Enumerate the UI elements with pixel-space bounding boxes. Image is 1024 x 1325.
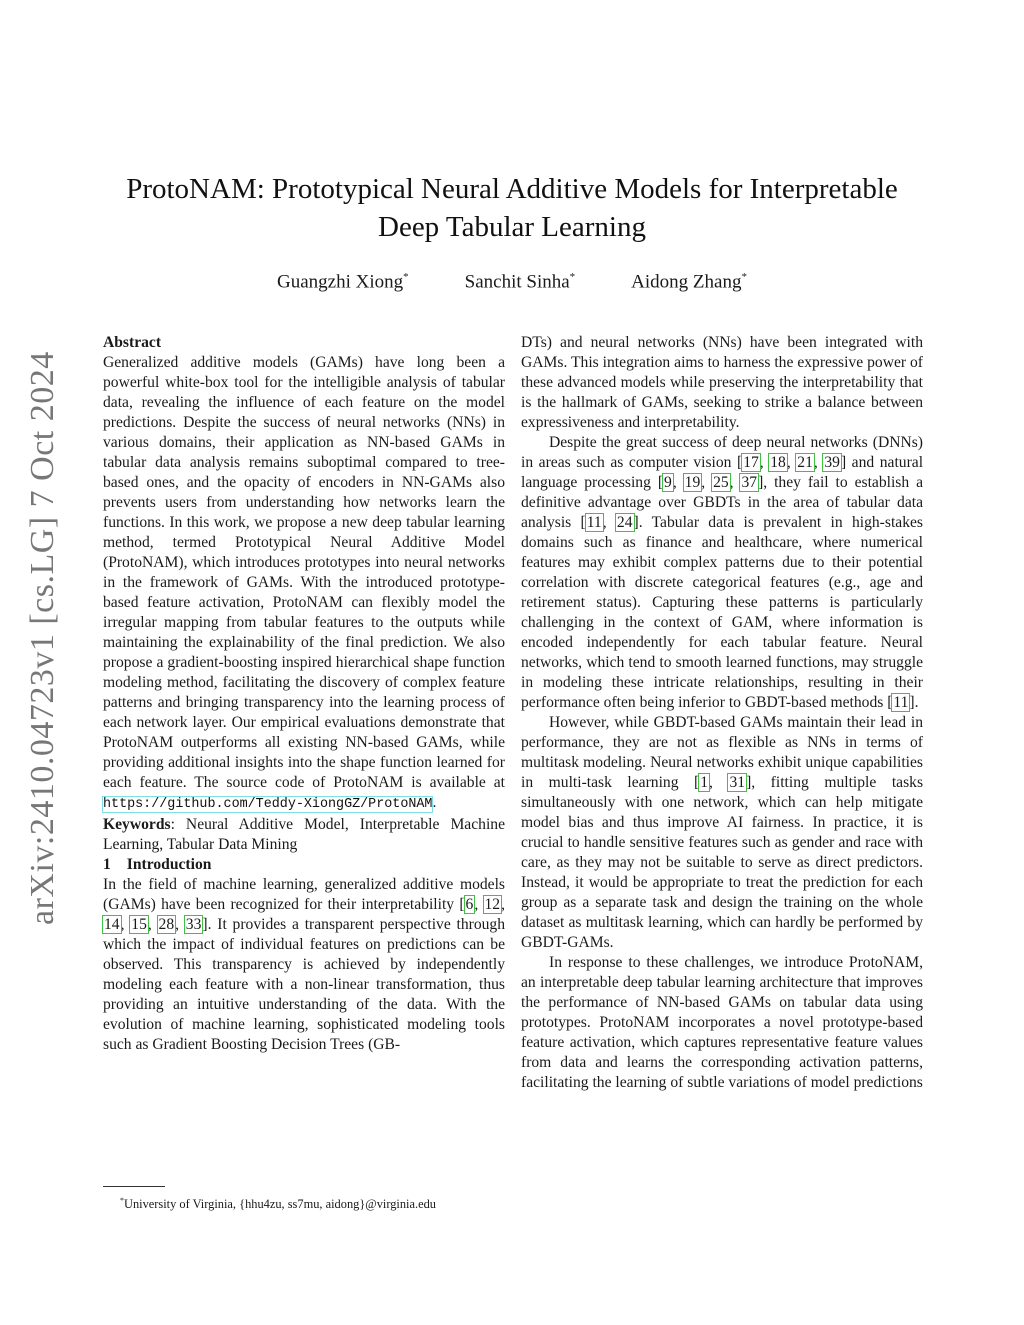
citation-link[interactable]: 25 xyxy=(713,474,729,491)
citation-link[interactable]: 11 xyxy=(586,514,602,531)
citation-link[interactable]: 39 xyxy=(824,454,840,471)
author: Guangzhi Xiong* xyxy=(277,271,409,293)
paper-title xyxy=(100,170,924,246)
citation-link[interactable]: 12 xyxy=(484,896,501,913)
arxiv-identifier: arXiv:2410.04723v1 [cs.LG] 7 Oct 2024 xyxy=(24,351,61,925)
author: Sanchit Sinha* xyxy=(464,271,576,293)
abstract-text: Generalized additive models (GAMs) have long been a powerful white-box tool for the intelligible analysis of tabular data, revealing the influence of each feature on the model predictions. Despite the success of neural networks (NNs) in various domains, their application as NN-based GAMs in tabular data analysis remains suboptimal compared to tree-based ones, and the opacity of encoders in NN-GAMs also prevents users from understanding how networks learn the functions. In this work, we propose a new deep tabular learning method, termed Prototypical Neural Additive Model (ProtoNAM), which introduces prototypes into neural networks in the framework of GAMs. With the introduced prototype-based feature activation, ProtoNAM can flexibly model the irregular mapping from tabular features to the outputs while maintaining the explainability of the final prediction. We also propose a gradient-boosting inspired hierarchical shape function modeling method, facilitating the discovery of complex feature patterns and bringing transparency into the learning process of each network layer. Our empirical evaluations demonstrate that ProtoNAM outperforms all existing NN-based GAMs, while providing additional insights into the shape function learned for each feature. The source code of ProtoNAM is available at https://github.com/Teddy-XiongGZ/ProtoNAM. xyxy=(103,354,505,812)
citation-link[interactable]: 14 xyxy=(104,916,120,933)
body-paragraph: Despite the great success of deep neural networks (DNNs) in areas such as computer vision [17, 18, 21, 39] and natural language processing [9, 19, 25, 37], they fail to establish a definitive advantage over GBDTs in the area of tabular data analysis [11, 24]. Tabular data is prevalent in high-stakes domains such as finance and healthcare, where numerical features may exhibit complex patterns due to their potential correlation with discrete categorical features (e.g., age and retirement status). Capturing these patterns is particularly challenging in the context of GAM, where information is encoded independently for each tabular feature. Neural networks, which tend to smooth learned functions, may struggle in modeling these intricate relationships, resulting in their performance often being inferior to GBDT-based methods [11]. xyxy=(521,434,924,711)
citation-link[interactable]: 33 xyxy=(185,916,202,933)
citation-link[interactable]: 24 xyxy=(616,514,633,531)
author: Aidong Zhang* xyxy=(631,271,747,293)
right-column xyxy=(521,333,923,1093)
abstract-heading: Abstract xyxy=(103,334,162,351)
citation-link[interactable]: 17 xyxy=(743,454,759,471)
citation-link[interactable]: 18 xyxy=(770,454,786,471)
keywords: Keywords: Neural Additive Model, Interpretable Machine Learning, Tabular Data Mining xyxy=(103,816,505,853)
citation-link[interactable]: 21 xyxy=(797,454,813,471)
citation-link[interactable]: 28 xyxy=(158,916,175,933)
body-paragraph: In response to these challenges, we introduce ProtoNAM, an interpretable deep tabular learning architecture that improves the performance of NN-based GAMs on tabular data using prototypes. ProtoNAM incorporates a novel prototype-based feature activation, which captures representative feature values from data and learns the corresponding activation patterns, facilitating the learning of subtle variations of model predictions xyxy=(521,954,923,1091)
left-column xyxy=(103,333,505,1055)
citation-link[interactable]: 31 xyxy=(729,774,746,791)
source-code-link[interactable]: https://github.com/Teddy-XiongGZ/ProtoNAM xyxy=(103,797,433,812)
title-line-2: Deep Tabular Learning xyxy=(378,211,646,243)
citation-link[interactable]: 11 xyxy=(893,694,909,711)
citation-link[interactable]: 37 xyxy=(741,474,758,491)
body-paragraph: DTs) and neural networks (NNs) have been integrated with GAMs. This integration aims to harness the expressive power of these advanced models while preserving the interpretability that is the hallmark of GAMs, seeking to strike a balance between expressiveness and interpretability. xyxy=(521,334,923,431)
citation-link[interactable]: 15 xyxy=(131,916,147,933)
footnote-rule xyxy=(103,1186,165,1187)
introduction-paragraph: In the field of machine learning, generalized additive models (GAMs) have been recognized for their interpretability [6, 12, 14, 15, 28, 33]. It provides a transparent perspective through which the impact of individual features on predictions can be observed. This transparency is achieved by independently modeling each feature with a non-linear transformation, thus providing an intuitive understanding of the data. With the evolution of machine learning, sophisticated modeling tools such as Gradient Boosting Decision Trees (GB- xyxy=(103,876,506,1053)
citation-link[interactable]: 19 xyxy=(684,474,701,491)
affiliation-footnote: *University of Virginia, {hhu4zu, ss7mu, aidong}@virginia.edu xyxy=(120,1196,436,1212)
citation-link[interactable]: 9 xyxy=(664,474,672,491)
section-heading-introduction: 1 Introduction xyxy=(103,856,212,873)
citation-link[interactable]: 6 xyxy=(465,896,474,913)
title-line-1: ProtoNAM: Prototypical Neural Additive Models for Interpretable xyxy=(126,173,898,205)
citation-link[interactable]: 1 xyxy=(700,774,709,791)
body-paragraph: However, while GBDT-based GAMs maintain their lead in performance, they are not as flexible as NNs in terms of multitask modeling. Neural networks exhibit unique capabilities in multi-task learning [1, 31], fitting multiple tasks simultaneously with one network, which can help mitigate model bias and thus improve AI fairness. In practice, it is crucial to handle sensitive features such as gender and race with care, as they may not be suitable to serve as direct predictors. Instead, it would be appropriate to treat the prediction for each group as a separate task and design the training on the whole dataset as multitask learning, which can hardly be performed by GBDT-GAMs. xyxy=(521,714,924,951)
author-list xyxy=(100,264,924,295)
keywords-label: Keywords xyxy=(103,816,171,833)
